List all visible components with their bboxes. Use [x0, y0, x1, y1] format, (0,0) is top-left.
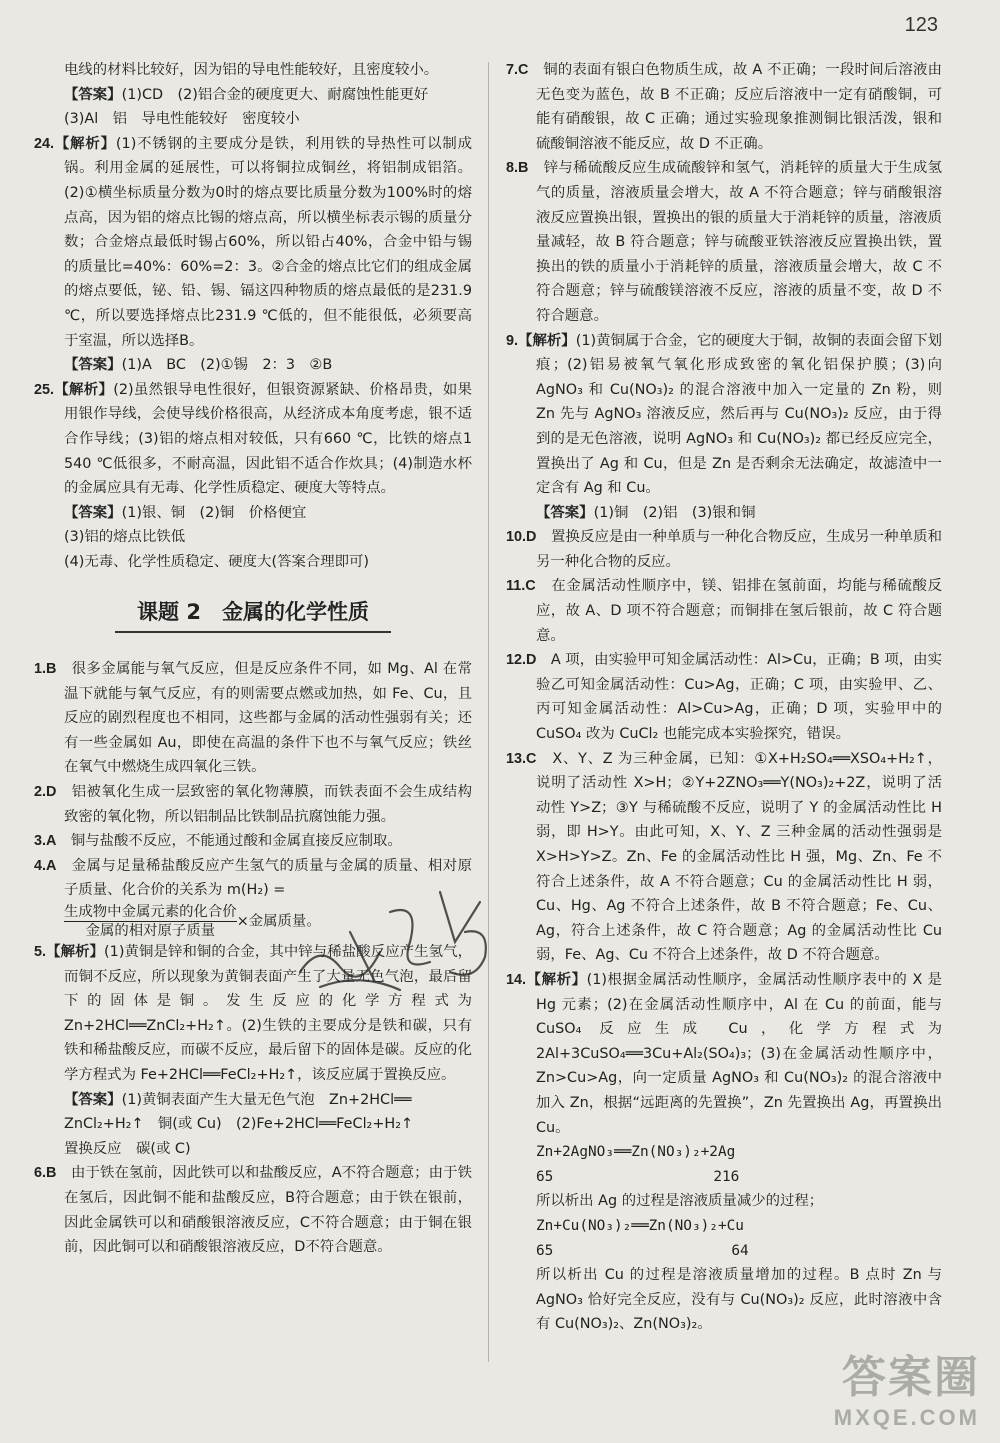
q1: 1.B 很多金属能与氧气反应，但是反应条件不同，如 Mg、Al 在常温下就能与氧气反应，有的则需要点燃或加热，如 Fe、Cu，且反应的剧烈程度也不相同，这些都与金属的活动性强弱有关；还有一些金属如 Au，即使在高温的条件下也不与氧气反应；铁丝在氧气中燃烧生成四氧化三铁。	[34, 661, 472, 776]
answer-25: 【答案】(1)银、铜 (2)铜 价格便宜	[64, 504, 307, 521]
q12: 12.D A 项，由实验甲可知金属活动性：Al>Cu，正确；B 项，由实验乙可知金属活动性：Cu>Ag，正确；C 项，由实验甲、乙、丙可知金属活动性：Al>Cu>Ag，正确；D 项，实验甲中的 CuSO₄ 改为 CuCl₂ 也能完成本实验探究，错误。	[506, 652, 942, 743]
q5-analysis: 5.【解析】(1)黄铜是锌和铜的合金，其中锌与稀盐酸反应产生氢气，而铜不反应，所以现象为黄铜表面产生了大量无色气泡，最后留下的固体是铜。发生反应的化学方程式为 Zn+2HCl══ZnCl₂+H₂↑。(2)生铁的主要成分是铁和碳，只有铁和稀盐酸反应，而碳不反应，最后留下的固体是碳。反应的化学方程式为 Fe+2HCl══FeCl₂+H₂↑，该反应属于置换反应。	[34, 944, 472, 1083]
section-heading-wrap	[34, 600, 472, 633]
q8: 8.B 锌与稀硫酸反应生成硫酸锌和氢气，消耗锌的质量大于生成氢气的质量，溶液质量会增大，故 A 不符合题意；锌与硝酸银溶液反应置换出银，置换出的银的质量大于消耗锌的质量，溶液质量减轻，故 B 符合题意；锌与硫酸亚铁溶液反应置换出铁，置换出的铁的质量小于消耗锌的质量，溶液质量会增大，故 C 不符合题意；锌与硫酸镁溶液不反应，溶液的质量不变，故 D 不符合题意。	[506, 160, 942, 324]
answer-5-line3: 置换反应 碳(或 C)	[64, 1140, 191, 1157]
q3: 3.A 铜与盐酸不反应，不能通过酸和金属直接反应制取。	[34, 833, 402, 850]
equation-1-masses: 65 216	[536, 1168, 740, 1185]
q6: 6.B 由于铁在氢前，因此铁可以和盐酸反应，A不符合题意；由于铁在氢后，因此铜不能和盐酸反应，B符合题意；由于铁在银前，因此金属铁可以和硝酸银溶液反应，C不符合题意；由于铜在银前，因此铜可以和硝酸银溶液反应，D不符合题意。	[34, 1165, 472, 1256]
answer-25-line2: (3)铝的熔点比铁低	[64, 529, 186, 546]
q14-conclusion: 所以析出 Cu 的过程是溶液质量增加的过程。B 点时 Zn 与 AgNO₃ 恰好完全反应，没有与 Cu(NO₃)₂ 反应，此时溶液中含有 Cu(NO₃)₂、Zn(NO₃)₂。	[536, 1267, 942, 1333]
q13: 13.C X、Y、Z 为三种金属，已知：①X+H₂SO₄══XSO₄+H₂↑，说明了活动性 X>H；②Y+2ZNO₃══Y(NO₃)₂+2Z，说明了活动性 Y>Z；③Y 与稀硫酸不反应，说明了 Y 的金属活动性比 H 弱，即 H>Y。由此可知，X、Y、Z 三种金属的活动性强弱是 X>H>Y>Z。Zn、Fe 的金属活动性比 H 强，Mg、Zn、Fe 不符合上述条件，故 A 不符合题意；Cu 的金属活动性比 H 弱，Cu、Hg、Ag 不符合上述条件，故 B 不符合题意；Fe、Cu、Ag，符合上述条件，故 C 符合题意；Ag 的金属活动性比 Cu 弱，Fe、Ag、Cu 不符合上述条件，故 D 不符合题意。	[506, 750, 942, 964]
equation-2-masses: 65 64	[536, 1242, 749, 1259]
q14-analysis: 14.【解析】(1)根据金属活动性顺序，金属活动性顺序表中的 X 是 Hg 元素；(2)在金属活动性顺序中，Al 在 Cu 的前面，能与 CuSO₄ 反应生成 Cu，化学方程式为 2Al+3CuSO₄══3Cu+Al₂(SO₄)₃；(3)在金属活动性顺序中，Zn>Cu>Ag，向一定质量 AgNO₃ 和 Cu(NO₃)₂ 的混合溶液中加入 Zn，根据“远距离的先置换”，Zn 先置换出 Ag，再置换出 Cu。	[506, 971, 942, 1136]
watermark	[834, 1341, 980, 1431]
watermark-logo: 答案圈	[842, 1353, 980, 1402]
q2: 2.D 铝被氧化生成一层致密的氧化物薄膜，而铁表面不会生成结构致密的氧化物，所以铝制品比铁制品抗腐蚀能力强。	[34, 784, 472, 825]
q7: 7.C 铜的表面有银白色物质生成，故 A 不正确；一段时间后溶液由无色变为蓝色，故 B 不正确；反应后溶液中一定有硝酸铜，可能有硝酸银，故 C 正确；通过实验现象推测铜比银活泼，银和硫酸铜溶液不能反应，故 D 不正确。	[506, 62, 942, 152]
answer-23-line2: (3)Al 铝 导电性能较好 密度较小	[64, 111, 300, 128]
answer-5-line2: ZnCl₂+H₂↑ 铜(或 Cu) (2)Fe+2HCl══FeCl₂+H₂↑	[64, 1116, 414, 1133]
q9-analysis: 9.【解析】(1)黄铜属于合金，它的硬度大于铜，故铜的表面会留下划痕；(2)铝易被氧气氧化形成致密的氧化铝保护膜；(3)向 AgNO₃ 和 Cu(NO₃)₂ 的混合溶液中加入一定量的 Zn 粉，则 Zn 先与 AgNO₃ 溶液反应，然后再与 Cu(NO₃)₂ 反应，由于得到的是无色溶液，说明 AgNO₃ 和 Cu(NO₃)₂ 都已经反应完全，置换出了 Ag 和 Cu，但是 Zn 是否剩余无法确定，故滤渣中一定含有 Ag 和 Cu。	[506, 332, 942, 497]
left-column	[34, 58, 472, 1260]
answer-24: 【答案】(1)A BC (2)①锡 2：3 ②B	[64, 357, 333, 374]
q10: 10.D 置换反应是由一种单质与一种化合物反应，生成另一种单质和另一种化合物的反应。	[506, 529, 942, 570]
formula-fraction: $\frac{\text{生成物中金属元素的化合价}}{\text{金属的相对原子质量}}$	[64, 904, 237, 939]
answer-9: 【答案】(1)铜 (2)铝 (3)银和铜	[536, 504, 756, 521]
watermark-url: MXQE.COM	[833, 1405, 980, 1430]
q24-analysis: 24.【解析】(1)不锈钢的主要成分是铁，利用铁的导热性可以制成锅。利用金属的延展性，可以将铜拉成铜丝，将铝制成铝箔。(2)①横坐标质量分数为0时的熔点要比质量分数为100%时的熔点高，因为铝的熔点比锡的熔点高，所以横坐标表示锡的质量分数；合金熔点最低时锡占60%，所以铅占40%，合金中铅与锡的质量比=40%：60%=2：3。②合金的熔点比它们的组成金属的熔点要低，铋、铅、锡、镉这四种物质的熔点最低的是231.9 ℃，所以要选择熔点比231.9 ℃低的，但不能很低，必须要高于室温，所以选择B。	[34, 135, 472, 349]
q4-formula: $\frac{\text{生成物中金属元素的化合价}}{\text{金属的相对原子质量}}$ ×金属质量。	[64, 904, 321, 939]
equation-1: Zn+2AgNO₃══Zn(NO₃)₂+2Ag	[536, 1144, 736, 1161]
equation-1-note: 所以析出 Ag 的过程是溶液质量减少的过程；	[536, 1193, 824, 1210]
q4: 4.A 金属与足量稀盐酸反应产生氢气的质量与金属的质量、相对原子质量、化合价的关系为 m(H₂) =	[34, 857, 472, 899]
equation-2: Zn+Cu(NO₃)₂══Zn(NO₃)₂+Cu	[536, 1217, 744, 1234]
section-heading: 课题 2 金属的化学性质	[115, 600, 391, 633]
right-column	[506, 58, 942, 1337]
intro-text: 电线的材料比较好，因为铝的导电性能较好，且密度较小。	[64, 62, 439, 78]
column-divider	[488, 62, 489, 1362]
answer-25-line3: (4)无毒、化学性质稳定、硬度大(答案合理即可)	[64, 553, 370, 570]
answer-23: 【答案】(1)CD (2)铝合金的硬度更大、耐腐蚀性能更好	[64, 86, 429, 103]
q11: 11.C 在金属活动性顺序中，镁、铝排在氢前面，均能与稀硫酸反应，故 A、D 项不符合题意；而铜排在氢后银前，故 C 符合题意。	[506, 578, 942, 644]
handwritten-scribble	[280, 872, 510, 1002]
page-number: 123	[904, 14, 938, 36]
answer-5: 【答案】(1)黄铜表面产生大量无色气泡 Zn+2HCl══	[64, 1091, 412, 1108]
q25-analysis: 25.【解析】(2)虽然银导电性很好，但银资源紧缺、价格昂贵，如果用银作导线，会使导线价格很高，从经济成本角度考虑，银不适合作导线；(3)铝的熔点相对较低，只有660 ℃，比铁的熔点1 540 ℃低很多，不耐高温，因此铝不适合作炊具；(4)制造水杯的金属应具有无毒、化学性质稳定、硬度大等特点。	[34, 381, 472, 497]
